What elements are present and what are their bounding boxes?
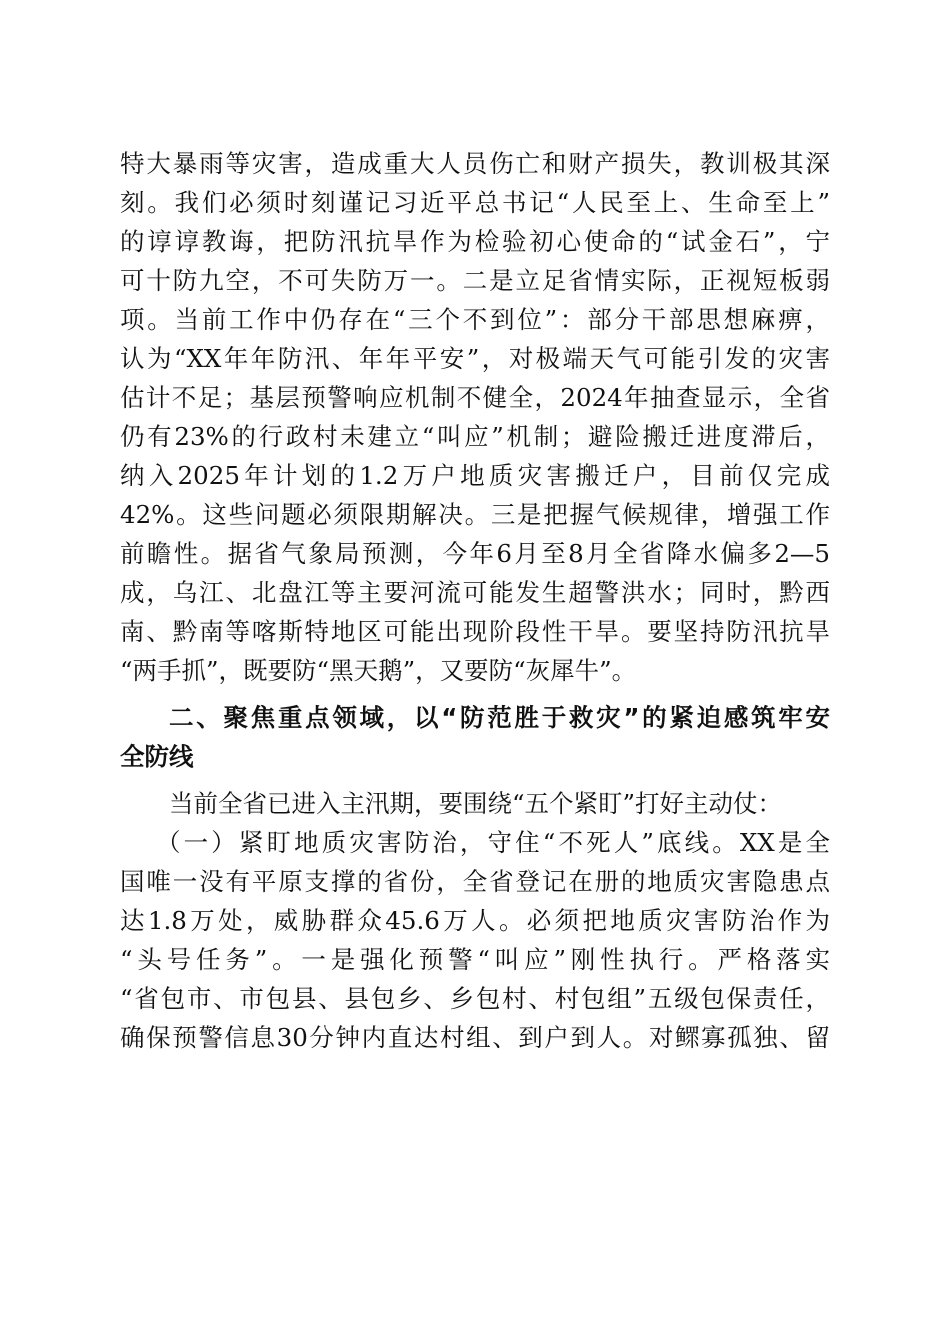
paragraph-line: 前瞻性。据省气象局预测，今年6月至8月全省降水偏多2—5 [120, 539, 830, 568]
paragraph-line: 42%。这些问题必须限期解决。三是把握气候规律，增强工作 [120, 500, 830, 529]
subsection-line: 达1.8万处，威胁群众45.6万人。必须把地质灾害防治作为 [120, 906, 830, 935]
paragraph-line: 认为“XX年年防汛、年年平安”，对极端天气可能引发的灾害 [120, 344, 830, 373]
document-body [120, 144, 830, 1184]
paragraph-line: 南、黔南等喀斯特地区可能出现阶段性干旱。要坚持防汛抗旱 [120, 617, 830, 646]
paragraph-line: “两手抓”，既要防“黑天鹅”，又要防“灰犀牛”。 [120, 656, 637, 685]
section-heading: 二、聚焦重点领域，以“防范胜于救灾”的紧迫感筑牢安 [169, 703, 830, 732]
paragraph-line: 可十防九空，不可失防万一。二是立足省情实际，正视短板弱 [120, 266, 830, 295]
section-heading: 全防线 [120, 742, 194, 771]
paragraph-line: 纳入2025年计划的1.2万户地质灾害搬迁户，目前仅完成 [120, 461, 830, 490]
paragraph-line: 仍有23%的行政村未建立“叫应”机制；避险搬迁进度滞后， [120, 422, 830, 451]
subsection-line: 国唯一没有平原支撑的省份，全省登记在册的地质灾害隐患点 [120, 867, 830, 896]
paragraph-line: 项。当前工作中仍存在“三个不到位”：部分干部思想麻痹， [120, 305, 830, 334]
paragraph-line: 刻。我们必须时刻谨记习近平总书记“人民至上、生命至上” [120, 188, 830, 217]
paragraph-line: 的谆谆教诲，把防汛抗旱作为检验初心使命的“试金石”，宁 [120, 227, 830, 256]
subsection-line: （一）紧盯地质灾害防治，守住“不死人”底线。XX是全 [156, 828, 830, 857]
subsection-line: 确保预警信息30分钟内直达村组、到户到人。对鳏寡孤独、留 [120, 1023, 830, 1052]
intro-line: 当前全省已进入主汛期，要围绕“五个紧盯”打好主动仗： [169, 789, 783, 818]
paragraph-line: 估计不足；基层预警响应机制不健全，2024年抽查显示，全省 [120, 383, 830, 412]
subsection-line: “省包市、市包县、县包乡、乡包村、村包组”五级包保责任， [120, 984, 830, 1013]
subsection-line: “头号任务”。一是强化预警“叫应”刚性执行。严格落实 [120, 945, 830, 974]
paragraph-line: 特大暴雨等灾害，造成重大人员伤亡和财产损失，教训极其深 [120, 149, 830, 178]
paragraph-line: 成，乌江、北盘江等主要河流可能发生超警洪水；同时，黔西 [120, 578, 830, 607]
